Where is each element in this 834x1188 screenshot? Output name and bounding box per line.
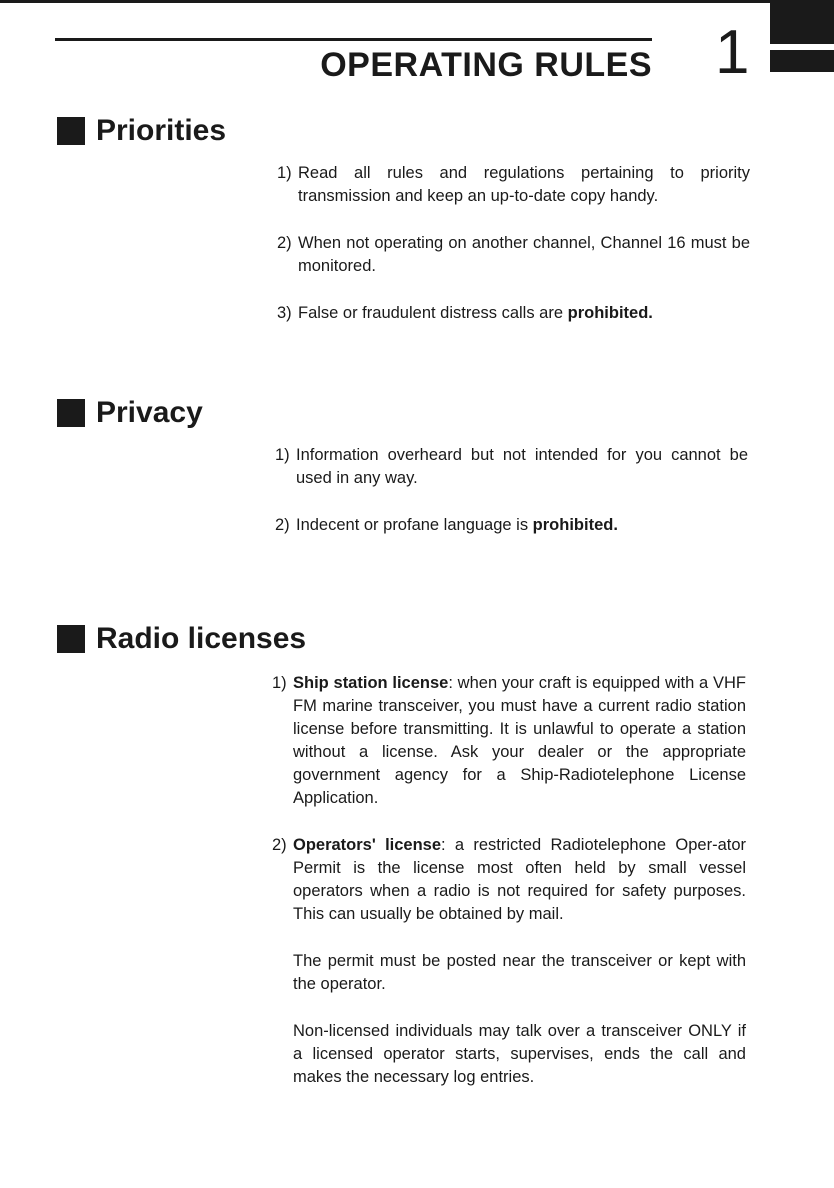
item-text-bold: Ship station license: [293, 674, 449, 692]
section-heading-radio-licenses: [57, 622, 306, 656]
item-text-lead: Indecent or profane language is: [296, 516, 533, 534]
square-bullet-icon: [57, 399, 85, 427]
top-edge-rule: [0, 0, 770, 3]
section-heading-privacy: [57, 396, 203, 430]
list-item: [277, 302, 750, 325]
list-item: [275, 514, 748, 537]
item-text: [296, 514, 748, 537]
item-text-bold: Operators' license: [293, 836, 442, 854]
radio-licenses-list: [272, 672, 746, 1089]
square-bullet-icon: [57, 117, 85, 145]
item-text-bold: prohibited.: [532, 516, 618, 534]
section-heading-text: Radio licenses: [96, 622, 307, 655]
item-number: 3): [277, 304, 292, 322]
list-item: [275, 444, 748, 490]
item-number: 2): [275, 516, 290, 534]
list-item: [272, 834, 746, 1089]
header-rule: [55, 38, 652, 41]
chapter-tab-block: [770, 0, 834, 44]
list-item: [277, 162, 750, 208]
item-text-bold: prohibited.: [567, 304, 653, 322]
item-paragraph: The permit must be posted near the transceiver or kept with the operator.: [293, 952, 746, 993]
item-number: 1): [275, 446, 290, 464]
list-item: [272, 672, 746, 810]
item-text-rest: : when your craft is equipped with a VHF FM marine transceiver, you must have a current radio station license before transmitting. It is unlawful to operate a station without a license. Ask your dealer or the appropriate government agency for a Ship-Radiotelephone License Application.: [293, 674, 746, 807]
chapter-number: 1: [715, 18, 750, 87]
section-heading-text: Privacy: [96, 396, 203, 429]
chapter-title: OPERATING RULES: [320, 46, 652, 84]
item-text: Read all rules and regulations pertaining to priority transmission and keep an up-to-date copy handy.: [298, 164, 750, 205]
item-text-rest: : a restricted Radiotelephone Oper-ator Permit is the license most often held by small vessel operators when a radio is not required for safety purposes. This can usually be obtained by mail.: [293, 836, 746, 923]
item-text: When not operating on another channel, Channel 16 must be monitored.: [298, 234, 750, 275]
item-text: Information overheard but not intended for you cannot be used in any way.: [296, 446, 748, 487]
item-number: 1): [272, 674, 287, 692]
section-heading-text: Priorities: [96, 114, 227, 147]
item-text-lead: False or fraudulent distress calls are: [298, 304, 568, 322]
item-number: 2): [277, 234, 292, 252]
square-bullet-icon: [57, 625, 85, 653]
chapter-tab-bar: [770, 50, 834, 72]
section-heading-priorities: [57, 114, 226, 148]
list-item: [277, 232, 750, 278]
item-text: [293, 672, 746, 810]
item-paragraph: Non-licensed individuals may talk over a transceiver ONLY if a licensed operator starts, supervises, ends the call and makes the necessary log entries.: [293, 1022, 746, 1086]
item-paragraph: [293, 834, 746, 926]
item-number: 2): [272, 836, 287, 854]
privacy-list: [275, 444, 748, 537]
priorities-list: [277, 162, 750, 325]
item-text: [293, 834, 746, 1089]
item-text: [298, 302, 750, 325]
item-number: 1): [277, 164, 292, 182]
